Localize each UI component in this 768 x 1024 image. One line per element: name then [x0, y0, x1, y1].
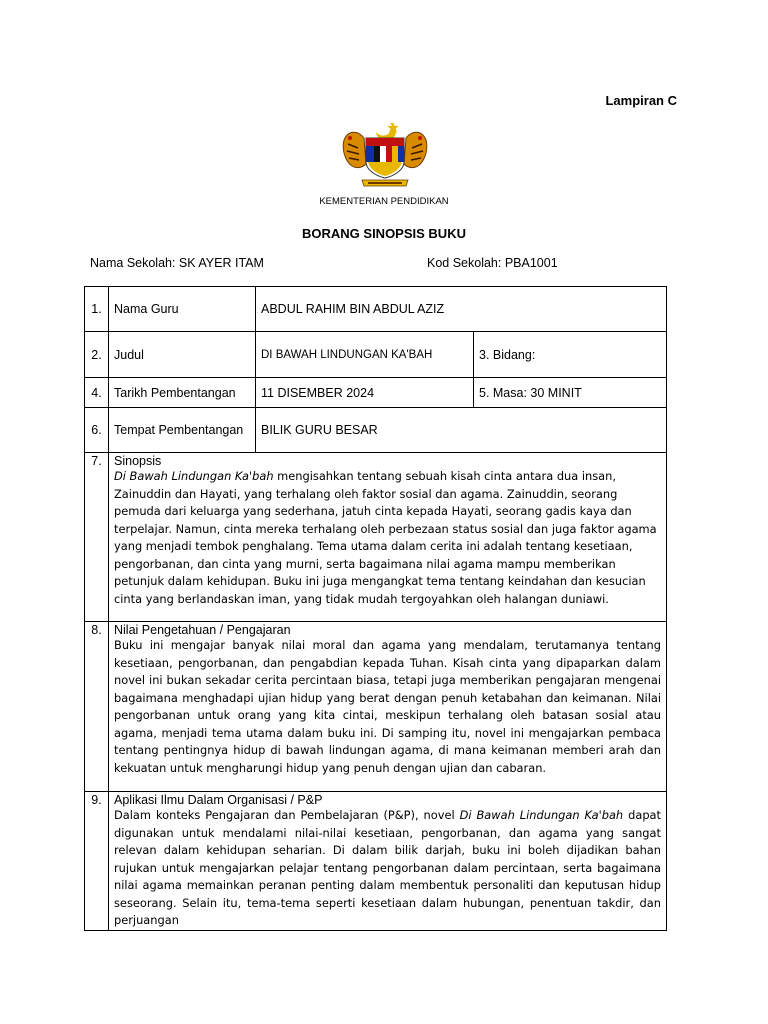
ministry-name: KEMENTERIAN PENDIDIKAN [319, 196, 449, 207]
field-label: Tempat Pembentangan [109, 408, 256, 453]
book-title-value: DI BAWAH LINDUNGAN KA'BAH [256, 332, 474, 378]
table-row [85, 792, 667, 931]
table-row [85, 378, 667, 408]
table-row [85, 408, 667, 453]
application-body-end: dapat digunakan untuk mendalami nilai-nilai kesetiaan, pengorbanan, dan agama yang sangat relevan dalam kehidupan seharian. Di dalam bilik darjah, buku ini boleh dijadikan bahan rujukan untuk mengajarkan pelajar tentang pengorbanan dalam percintaan, serta bagaimana nilai agama memainkan peranan penting dalam membentuk personaliti dan keputusan hidup seseorang. Selain itu, tema-tema seperti kesetiaan dalam hubungan, penentuan takdir, dan perjuangan [114, 808, 661, 927]
book-title-italic: Di Bawah Lindungan Ka'bah [459, 808, 624, 822]
row-number: 2. [85, 332, 109, 378]
synopsis-form-table [84, 286, 667, 931]
application-text [114, 807, 661, 930]
section-title: Nilai Pengetahuan / Pengajaran [114, 623, 291, 637]
synopsis-body: mengisahkan tentang sebuah kisah cinta antara dua insan, Zainuddin dan Hayati, yang terhalang oleh faktor sosial dan agama. Zainuddin, seorang pemuda dari keluarga yang sederhana, jatuh cinta kepada Hayati, seorang gadis kaya dan terpelajar. Namun, cinta mereka terhalang oleh perbezaan status sosial dan juga faktor agama yang menjadi tembok penghalang. Tema utama dalam cerita ini adalah tentang kesetiaan, pengorbanan, dan cinta yang murni, serta bagaimana nilai agama mampu memberikan petunjuk dalam kehidupan. Buku ini juga mengangkat tema tentang keindahan dan kesucian cinta yang berlandaskan iman, yang tidak mudah tergoyahkan oleh halangan duniawi. [114, 469, 657, 606]
application-cell [109, 792, 667, 931]
row-number: 1. [85, 287, 109, 332]
malaysia-coat-of-arms-logo [338, 118, 432, 192]
row-number: 9. [85, 792, 109, 931]
application-body-start: Dalam konteks Pengajaran dan Pembelajaran (P&P), novel [114, 808, 460, 822]
appendix-label: Lampiran C [605, 93, 677, 108]
field-masa: 5. Masa: 30 MINIT [474, 378, 667, 408]
row-number: 6. [85, 408, 109, 453]
book-title-italic: Di Bawah Lindungan Ka'bah [114, 469, 274, 483]
synopsis-text [114, 468, 661, 608]
table-row [85, 287, 667, 332]
school-name: Nama Sekolah: SK AYER ITAM [90, 256, 264, 270]
field-label: Nama Guru [109, 287, 256, 332]
field-label: Judul [109, 332, 256, 378]
field-bidang: 3. Bidang: [474, 332, 667, 378]
date-value: 11 DISEMBER 2024 [256, 378, 474, 408]
section-title: Sinopsis [114, 454, 162, 468]
table-row [85, 332, 667, 378]
synopsis-cell [109, 453, 667, 622]
school-code: Kod Sekolah: PBA1001 [427, 256, 558, 270]
venue-value: BILIK GURU BESAR [256, 408, 667, 453]
values-cell [109, 622, 667, 792]
teacher-name-value: ABDUL RAHIM BIN ABDUL AZIZ [256, 287, 667, 332]
values-text: Buku ini mengajar banyak nilai moral dan agama yang mendalam, terutamanya tentang kesetiaan, pengorbanan, dan pengabdian kepada Tuhan. Kisah cinta yang dipaparkan dalam novel ini bukan sekadar cerita percintaan biasa, tetapi juga memberikan pengajaran mengenai bagaimana menghadapi ujian hidup yang berat dengan penuh ketabahan dan keimanan. Nilai pengorbanan untuk orang yang kita cintai, meskipun terhalang oleh batasan sosial atau agama, menjadi tema utama dalam buku ini. Di samping itu, novel ini mengajarkan pembaca tentang pentingnya hidup di bawah lindungan agama, di mana keimanan memberi arah dan kekuatan untuk mengharungi hidup yang penuh dengan ujian dan cabaran. [114, 638, 661, 775]
row-number: 8. [85, 622, 109, 792]
field-label: Tarikh Pembentangan [109, 378, 256, 408]
section-title: Aplikasi Ilmu Dalam Organisasi / P&P [114, 793, 323, 807]
table-row [85, 453, 667, 622]
table-row [85, 622, 667, 792]
row-number: 7. [85, 453, 109, 622]
form-title: BORANG SINOPSIS BUKU [302, 226, 466, 241]
row-number: 4. [85, 378, 109, 408]
